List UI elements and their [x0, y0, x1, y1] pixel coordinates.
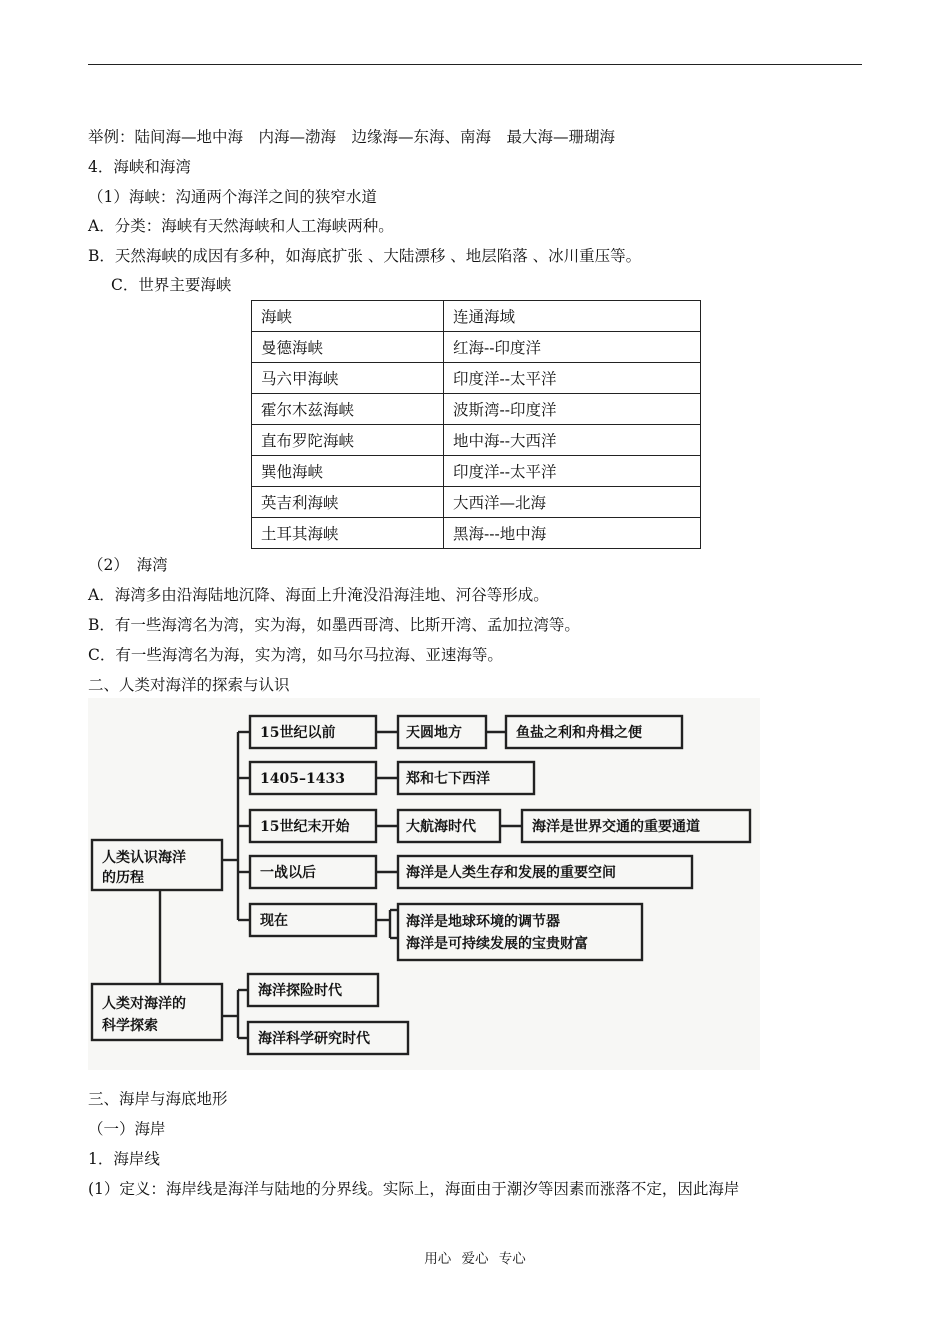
table-header-row [252, 301, 701, 332]
strait-name-cell: 曼德海峡 [252, 332, 444, 363]
table-row [252, 363, 701, 394]
part-2-heading: 二、人类对海洋的探索与认识 [88, 676, 290, 694]
diagram-period: 现在 [260, 913, 288, 929]
strait-definition: （1）海峡：沟通两个海洋之间的狭窄水道 [88, 188, 377, 206]
strait-origins: B．天然海峡的成因有多种，如海底扩张 、大陆漂移 、地层陷落 、冰川重压等。 [88, 247, 642, 265]
strait-name-cell: 霍尔木兹海峡 [252, 394, 444, 425]
connected-waters-cell: 地中海--大西洋 [444, 425, 701, 456]
diagram-period: 15世纪末开始 [260, 819, 350, 835]
page-footer: 用心 爱心 专心 [424, 1251, 526, 1267]
diagram-event: 天圆地方 [406, 725, 462, 741]
connected-waters-cell: 印度洋--太平洋 [444, 456, 701, 487]
example-line: 举例：陆间海—地中海 内海—渤海 边缘海—东海、南海 最大海—珊瑚海 [88, 128, 616, 146]
diagram-era: 海洋探险时代 [258, 983, 342, 999]
bay-heading: （2） 海湾 [88, 556, 168, 574]
straits-table [251, 300, 701, 549]
ocean-exploration-diagram [88, 698, 760, 1074]
strait-name-cell: 马六甲海峡 [252, 363, 444, 394]
strait-table-caption: C．世界主要海峡 [111, 276, 232, 294]
table-row [252, 332, 701, 363]
table-row [252, 394, 701, 425]
strait-classification: A．分类：海峡有天然海峡和人工海峡两种。 [88, 217, 394, 235]
diagram-outcome: 海洋是世界交通的重要通道 [532, 819, 700, 835]
table-row [252, 425, 701, 456]
strait-name-cell: 土耳其海峡 [252, 518, 444, 549]
coastline-definition: (1）定义：海岸线是海洋与陆地的分界线。实际上，海面由于潮汐等因素而涨落不定，因此海岸 [88, 1180, 740, 1198]
diagram-era: 海洋科学研究时代 [258, 1031, 370, 1047]
diagram-event: 海洋是人类生存和发展的重要空间 [406, 865, 616, 881]
connected-waters-cell: 印度洋--太平洋 [444, 363, 701, 394]
coastline-heading: 1．海岸线 [88, 1150, 160, 1168]
connected-waters-cell: 红海--印度洋 [444, 332, 701, 363]
part-3-heading: 三、海岸与海底地形 [88, 1090, 228, 1108]
diagram-event: 大航海时代 [406, 819, 476, 835]
strait-name-cell: 巽他海峡 [252, 456, 444, 487]
table-row [252, 518, 701, 549]
strait-name-cell: 海峡 [252, 301, 444, 332]
connected-waters-cell: 黑海---地中海 [444, 518, 701, 549]
diagram-root-science-1: 人类对海洋的 [102, 996, 186, 1012]
strait-name-cell: 英吉利海峡 [252, 487, 444, 518]
header-rule [88, 64, 862, 65]
diagram-root-cognition-1: 人类认识海洋 [102, 850, 186, 866]
diagram-root-cognition-2: 的历程 [102, 870, 144, 886]
bay-formation: A．海湾多由沿海陆地沉降、海面上升淹没沿海洼地、河谷等形成。 [88, 586, 549, 604]
diagram-event-now-1: 海洋是地球环境的调节器 [406, 914, 560, 930]
diagram-outcome: 鱼盐之利和舟楫之便 [516, 725, 642, 741]
diagram-period: 1405–1433 [260, 771, 345, 787]
coast-heading: （一）海岸 [88, 1120, 166, 1138]
section-4-heading: 4．海峡和海湾 [88, 158, 191, 176]
connected-waters-cell: 连通海域 [444, 301, 701, 332]
connected-waters-cell: 大西洋—北海 [444, 487, 701, 518]
diagram-period: 一战以后 [260, 865, 316, 881]
diagram-event: 郑和七下西洋 [406, 771, 490, 787]
diagram-event-now-2: 海洋是可持续发展的宝贵财富 [406, 936, 588, 952]
table-row [252, 456, 701, 487]
bay-named-sea: C．有一些海湾名为海，实为湾，如马尔马拉海、亚速海等。 [88, 646, 503, 664]
bay-named-bay: B．有一些海湾名为湾，实为海，如墨西哥湾、比斯开湾、孟加拉湾等。 [88, 616, 580, 634]
diagram-root-science-2: 科学探索 [102, 1018, 158, 1034]
connected-waters-cell: 波斯湾--印度洋 [444, 394, 701, 425]
diagram-period: 15世纪以前 [260, 725, 336, 741]
strait-name-cell: 直布罗陀海峡 [252, 425, 444, 456]
table-row [252, 487, 701, 518]
